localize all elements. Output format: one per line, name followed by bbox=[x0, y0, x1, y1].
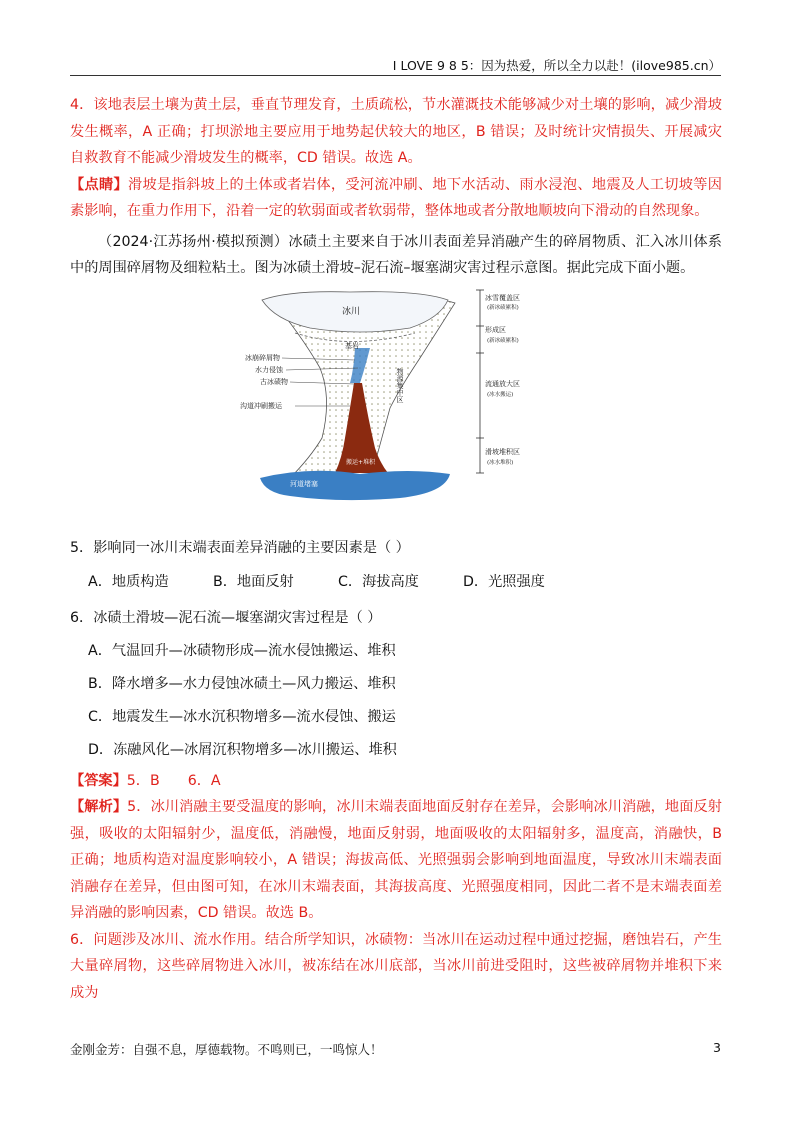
label-old-moraine: 古冰碛物 bbox=[260, 377, 288, 386]
question-6: 6．冰碛土滑坡—泥石流—堰塞湖灾害过程是（ ） bbox=[70, 609, 382, 626]
q5-option-a[interactable]: A．地质构造 bbox=[88, 573, 169, 590]
zone-name-4: 滑坡堆积区 bbox=[485, 447, 520, 456]
analysis-5-text: 5．冰川消融主要受温度的影响，冰川末端表面地面反射存在差异，会影响冰川消融，地面反射强，吸收的太阳辐射少，温度低，消融慢，地面反射弱，地面吸收的太阳辐射多，温度高，消融快，B 正确；地质构造对温度影响较小，A 错误；海拔高低、光照强弱会影响到地面温度，导致冰川末端表面消融存在差异，但由图可知，在冰川末端表面，其海拔高度、光照强度相同，因此二者不是末端表面差异消融的影响因素，CD 错误。故选 B。 bbox=[70, 799, 722, 921]
page-number: 3 bbox=[713, 1040, 721, 1055]
q6-option-b[interactable]: B．降水增多—水力侵蚀冰碛土—风力搬运、堆积 bbox=[88, 675, 396, 692]
label-water-erosion: 水力侵蚀 bbox=[255, 365, 283, 374]
label-ice-debris: 冰崩碎屑物 bbox=[245, 353, 280, 362]
zone-name-1: 冰雪覆盖区 bbox=[485, 293, 520, 302]
page-header: I LOVE 9 8 5：因为热爱，所以全力以赴！(ilove985.cn） bbox=[392, 58, 721, 73]
q6-option-c[interactable]: C．地震发生—冰水沉积物增多—流水侵蚀、搬运 bbox=[88, 708, 396, 725]
q5-option-b[interactable]: B．地面反射 bbox=[213, 573, 294, 590]
answer-label: 【答案】 bbox=[70, 772, 127, 789]
footer-motto: 金刚金芳：自强不息，厚德载物。不鸣则已，一鸣惊人！ bbox=[70, 1042, 383, 1057]
tip-label: 【点睛】 bbox=[70, 176, 128, 193]
zone-name-2: 形成区 bbox=[485, 325, 506, 334]
q4-explanation: 4．该地表层土壤为黄土层，垂直节理发育，土质疏松，节水灌溉技术能够减少对土壤的影响，减少滑坡发生概率，A 正确；打坝淤地主要应用于地势起伏较大的地区，B 错误；及时统计灾情损失、开展减灾自救教育不能减少滑坡发生的概率，CD 错误。故选 A。 bbox=[70, 97, 722, 166]
diagram-figure bbox=[70, 288, 722, 528]
q5-option-c[interactable]: C．海拔高度 bbox=[338, 573, 419, 590]
q5-option-d[interactable]: D．光照强度 bbox=[463, 573, 545, 590]
zone-sub-1: (新冰碛累积) bbox=[487, 304, 519, 311]
q6-option-a[interactable]: A．气温回升—冰碛物形成—流水侵蚀搬运、堆积 bbox=[88, 642, 396, 659]
zone-name-3: 流通放大区 bbox=[485, 379, 520, 388]
header-divider bbox=[70, 75, 721, 76]
label-transport-deposit: 搬运+堆积 bbox=[346, 458, 376, 466]
tip-paragraph bbox=[70, 172, 722, 225]
label-channel-blocked: 河道堵塞 bbox=[290, 479, 318, 488]
label-source-area: 物源集中区 bbox=[396, 367, 404, 403]
q5-options bbox=[88, 570, 722, 594]
zone-sub-3: (冰水搬运) bbox=[487, 391, 514, 398]
landslide-diagram bbox=[240, 288, 550, 518]
analysis-5 bbox=[70, 794, 722, 927]
label-moraine: 基岩 bbox=[345, 341, 359, 350]
zone-sub-4: (冰水堆积) bbox=[487, 459, 514, 466]
page-content bbox=[70, 92, 722, 1006]
tip-text: 滑坡是指斜坡上的土体或者岩体，受河流冲刷、地下水活动、雨水浸泡、地震及人工切坡等因素影响，在重力作用下，沿着一定的软弱面或者软弱带，整体地或者分散地顺坡向下滑动的自然现象。 bbox=[70, 176, 722, 219]
answer-line bbox=[70, 768, 722, 795]
question-5: 5．影响同一冰川末端表面差异消融的主要因素是（ ） bbox=[70, 539, 410, 556]
label-channel-transport: 沟道冲刷搬运 bbox=[240, 401, 282, 410]
q6-options bbox=[70, 639, 722, 762]
analysis-6: 6．问题涉及冰川、流水作用。结合所学知识，冰碛物：当冰川在运动过程中通过挖掘，磨蚀岩石，产生大量碎屑物，这些碎屑物进入冰川，被冻结在冰川底部，当冰川前进受阻时，这些被碎屑物并堆积下来成为 bbox=[70, 931, 722, 1001]
question-stem: （2024·江苏扬州·模拟预测）冰碛土主要来自于冰川表面差异消融产生的碎屑物质、汇入冰川体系中的周围碎屑物及细粒粘土。图为冰碛土滑坡–泥石流–堰塞湖灾害过程示意图。据此完成下面小题。 bbox=[70, 233, 722, 276]
label-glacier: 冰川 bbox=[342, 306, 361, 317]
answer-6: 6．A bbox=[187, 772, 221, 789]
answer-5: 5．B bbox=[126, 772, 160, 789]
dammed-lake bbox=[260, 470, 450, 499]
q6-option-d[interactable]: D．冻融风化—冰屑沉积物增多—冰川搬运、堆积 bbox=[88, 741, 397, 758]
zone-sub-2: (新冰碛累积) bbox=[487, 337, 519, 344]
analysis-label: 【解析】 bbox=[70, 799, 128, 815]
